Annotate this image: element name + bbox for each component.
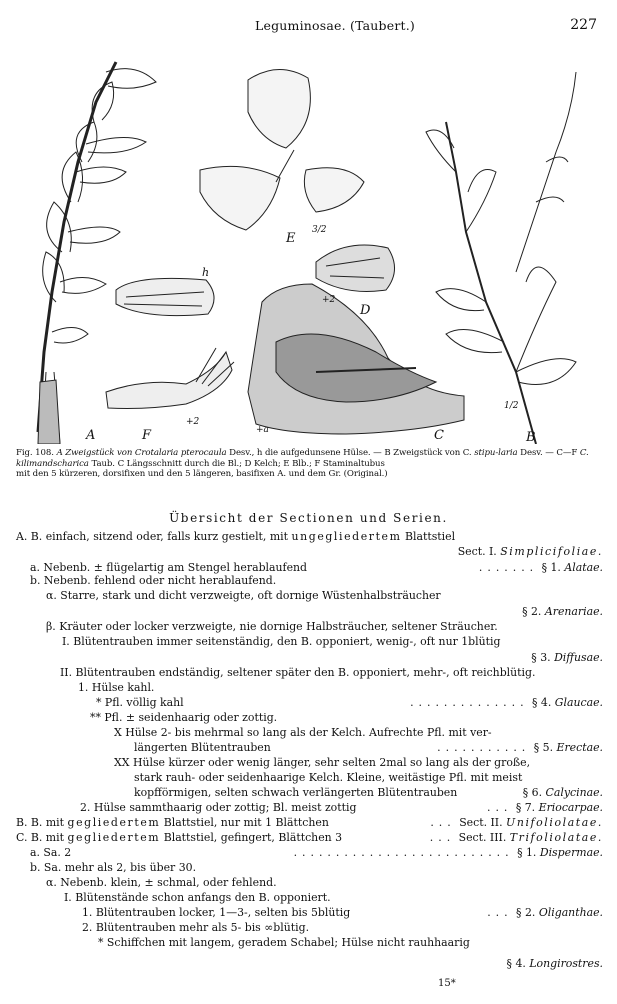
key-sect-1 (458, 545, 603, 558)
key-a-end: Blattstiel (404, 530, 456, 543)
botanical-figure (16, 52, 604, 444)
label-h: h (202, 266, 210, 279)
petal-e-drawing (200, 69, 364, 230)
key-B-name: Unifoliolatae. (506, 816, 603, 829)
caption-part-c: Desv. — C—F (520, 448, 578, 458)
caption-species-c: C. kilimandscharica (16, 448, 589, 469)
dot-leader: ... (486, 801, 513, 814)
key-alpha-name: Arenariae. (544, 605, 603, 618)
label-B: B (526, 430, 536, 444)
key-line-1: 1. Hülse kahl. (78, 681, 155, 694)
key-a-text: A. B. einfach, sitzend oder, falls kurz gestielt, mit (16, 530, 289, 543)
key-x1-ref (437, 741, 603, 754)
key-line-C (16, 831, 342, 844)
scale-E: 3/2 (312, 225, 327, 235)
scale-D: +2 (322, 295, 336, 305)
key-heading: Übersicht der Sectionen und Serien. (169, 511, 448, 525)
key-x1-num: § 5. (533, 741, 554, 754)
key-C2star-num: § 4. (506, 957, 526, 970)
key-line-b: b. Nebenb. fehlend oder nicht herablaufend. (30, 574, 277, 587)
key-line-2: 2. Hülse sammthaarig oder zottig; Bl. meist zottig (80, 801, 357, 814)
key-alpha-ref (522, 605, 603, 618)
key-line-CI: I. Blütenstände schon anfangs den B. opponiert. (64, 891, 331, 904)
section-c-drawing (248, 284, 464, 434)
key-Ca-ref (294, 846, 603, 859)
label-C: C (434, 428, 444, 443)
key-C1-name: Oliganthae. (538, 906, 603, 919)
key-Ca-name: Dispermae. (539, 846, 603, 859)
pod-h-drawing (116, 278, 214, 315)
key-star-name: Glaucae. (554, 696, 603, 709)
key-line-alpha: α. Starre, stark und dicht verzweigte, oft dornige Wüstenhalbsträucher (46, 589, 441, 602)
key-line-Calpha: α. Nebenb. klein, ± schmal, oder fehlend. (46, 876, 277, 889)
key-star-num: § 4. (532, 696, 552, 709)
key-2-num: § 7. (515, 801, 536, 814)
running-title: Leguminosae. (Taubert.) (255, 18, 415, 33)
figure-caption (16, 448, 606, 480)
plant-b-drawing (426, 72, 576, 444)
caption-species-a: Crotalaria pterocaula (134, 448, 227, 458)
key-I-name: Diffusae. (554, 651, 603, 664)
dot-leader: ........... (437, 741, 531, 754)
key-line-beta: β. Kräuter oder locker verzweigte, nie dornige Halbsträucher, seltener Sträucher. (46, 620, 498, 633)
key-B-end: Blattstiel, nur mit 1 Blättchen (163, 816, 329, 829)
key-B-ref (430, 816, 603, 829)
dot-leader: .......................... (293, 846, 514, 859)
key-line-a (16, 530, 455, 543)
label-F: F (142, 428, 152, 443)
key-line-C1: 1. Blütentrauben locker, 1—3-, selten bis 5blütig (82, 906, 351, 919)
dot-leader: ... (429, 831, 456, 844)
scale-C: +a (256, 425, 269, 435)
key-C-name: Trifoliolatae. (509, 831, 603, 844)
key-C2star-name: Longirostres. (529, 957, 603, 970)
caption-fig-no: Fig. 108. (16, 448, 54, 458)
key-line-x1: X Hülse 2- bis mehrmal so lang als der Kelch. Aufrechte Pfl. mit ver- (114, 726, 492, 739)
caption-part-b: Desv., h die aufgedunsene Hülse. — B Zweigstück von C. (229, 448, 472, 458)
key-C1-ref (487, 906, 603, 919)
key-alpha-num: § 2. (522, 605, 542, 618)
key-C-sect: Sect. III. (458, 831, 507, 844)
key-a1-ref (479, 561, 603, 574)
key-line-x1b: längerten Blütentrauben (134, 741, 271, 754)
label-E: E (286, 231, 296, 246)
key-2-ref (487, 801, 603, 814)
key-line-Cb: b. Sa. mehr als 2, bis über 30. (30, 861, 197, 874)
key-C2star-ref (507, 957, 603, 970)
caption-species-b: stipu-laria (474, 448, 518, 458)
key-B-sect: Sect. II. (459, 816, 503, 829)
key-x2-num: § 6. (522, 786, 543, 799)
key-star-ref (410, 696, 603, 709)
key-B-spaced: gegliedertem (67, 816, 161, 829)
key-line-I: I. Blütentrauben immer seitenständig, den B. opponiert, wenig-, oft nur 1blütig (62, 635, 501, 648)
key-a1-text: a. Nebenb. ± flügelartig am Stengel herablaufend (30, 561, 307, 574)
key-line-C2: 2. Blütentrauben mehr als 5- bis ∞blütig. (82, 921, 310, 934)
scale-B: 1/2 (504, 401, 519, 411)
key-line-II: II. Blütentrauben endständig, seltener später den B. opponiert, mehr-, oft reichblütig. (60, 666, 536, 679)
caption-part-a: A Zweigstück von (56, 448, 133, 458)
key-B-text: B. B. mit (16, 816, 65, 829)
dot-leader: ... (430, 816, 456, 829)
dot-leader: ... (487, 906, 513, 919)
label-D: D (360, 303, 371, 318)
key-x2-name: Calycinae. (545, 786, 603, 799)
key-x1-name: Erectae. (556, 741, 603, 754)
key-line-x2: XX Hülse kürzer oder wenig länger, sehr selten 2mal so lang als der große, (114, 756, 531, 769)
key-C-text: C. B. mit (16, 831, 64, 844)
calyx-d-drawing (316, 245, 395, 291)
key-I-ref (531, 651, 603, 664)
dot-leader: .............. (410, 696, 529, 709)
key-I-num: § 3. (531, 651, 551, 664)
page-header (0, 18, 617, 38)
key-line-star: * Pfl. völlig kahl (96, 696, 184, 709)
label-A: A (86, 428, 96, 443)
staminal-tube-f-drawing (106, 348, 234, 409)
page-number: 227 (570, 17, 597, 33)
key-line-Ca: a. Sa. 2 (30, 846, 72, 859)
caption-line3: mit den 5 kürzeren, dorsifixen und den 5 längeren, basifixen A. und dem Gr. (Original.) (16, 469, 388, 479)
key-line-2star: ** Pfl. ± seidenhaarig oder zottig. (90, 711, 278, 724)
key-line-x2c: kopfförmigen, selten schwach verlängerten Blütentrauben (134, 786, 458, 799)
sect-1-name: Simplicifoliae. (500, 545, 603, 558)
key-C-end: Blattstiel, gefingert, Blättchen 3 (163, 831, 343, 844)
scale-F: +2 (186, 417, 200, 427)
figure-illustration (16, 52, 604, 444)
key-line-B (16, 816, 329, 829)
dot-leader: ....... (478, 561, 539, 574)
key-Ca-num: § 1. (517, 846, 537, 859)
sheet-signature: 15* (438, 978, 456, 989)
key-line-a1 (30, 561, 307, 574)
sect-1-label: Sect. I. (457, 545, 497, 558)
key-C-ref (430, 831, 603, 844)
key-line-C2star: * Schiffchen mit langem, geradem Schabel; Hülse nicht rauhhaarig (98, 936, 470, 949)
key-line-x2b: stark rauh- oder seidenhaarige Kelch. Kleine, weitästige Pfl. mit meist (134, 771, 523, 784)
key-a1-num: § 1. (541, 561, 561, 574)
key-C1-num: § 2. (516, 906, 536, 919)
key-C-spaced: gegliedertem (67, 831, 161, 844)
key-x2-ref (523, 786, 603, 799)
key-2-name: Eriocarpae. (538, 801, 603, 814)
key-a1-name: Alatae. (564, 561, 603, 574)
key-a-spaced: ungegliedertem (291, 530, 402, 543)
caption-part-d: Taub. C Längsschnitt durch die Bl.; D Kelch; E Blb.; F Staminaltubus (91, 458, 385, 469)
